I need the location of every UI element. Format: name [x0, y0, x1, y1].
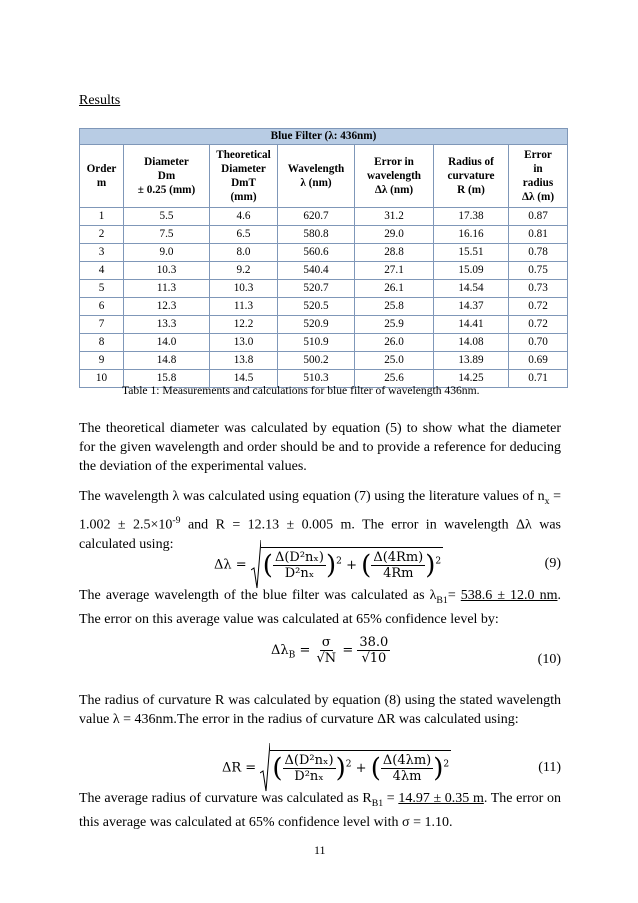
table-cell: 14.5 — [210, 370, 278, 388]
table-cell: 1 — [80, 208, 124, 226]
table-cell: 25.6 — [355, 370, 434, 388]
page-number: 11 — [314, 843, 326, 857]
table-row — [80, 226, 568, 244]
table-row — [80, 316, 568, 334]
table-cell: 0.70 — [509, 334, 568, 352]
table-cell: 7 — [80, 316, 124, 334]
table-cell: 10.3 — [124, 262, 210, 280]
equation-10-number: (10) — [537, 652, 561, 667]
table-cell: 0.73 — [509, 280, 568, 298]
table-cell: 13.3 — [124, 316, 210, 334]
table-cell: 11.3 — [124, 280, 210, 298]
table-cell: 12.3 — [124, 298, 210, 316]
column-header: Error in radius Δλ (m) — [509, 145, 568, 208]
table-row — [80, 244, 568, 262]
table-cell: 510.3 — [278, 370, 355, 388]
table-cell: 11.3 — [210, 298, 278, 316]
equation-11: ΔR = ( $\frac{\text{Δ(D²nₓ)}}{\text{D²nₓ}}$ )$^2$ + ( $\frac{\Delta(4\lambda m)}{4\lambda m}$ )$^2$ — [222, 743, 451, 793]
table-cell: 540.4 — [278, 262, 355, 280]
table-cell: 500.2 — [278, 352, 355, 370]
table-cell: 12.2 — [210, 316, 278, 334]
table-cell: 0.81 — [509, 226, 568, 244]
table-cell: 14.08 — [434, 334, 509, 352]
table-cell: 510.9 — [278, 334, 355, 352]
table-row — [80, 208, 568, 226]
table-cell: 6.5 — [210, 226, 278, 244]
table-cell: 15.51 — [434, 244, 509, 262]
table-row — [80, 352, 568, 370]
column-header: Diameter Dm ± 0.25 (mm) — [124, 145, 210, 208]
table-cell: 25.8 — [355, 298, 434, 316]
column-header: Order m — [80, 145, 124, 208]
table-cell: 15.09 — [434, 262, 509, 280]
results-heading: Results — [79, 93, 121, 108]
table-cell: 13.8 — [210, 352, 278, 370]
table-cell: 10 — [80, 370, 124, 388]
table-cell: 14.0 — [124, 334, 210, 352]
table-caption: Table 1: Measurements and calculations for blue filter of wavelength 436nm. — [122, 384, 480, 397]
table-cell: 26.1 — [355, 280, 434, 298]
table-cell: 520.9 — [278, 316, 355, 334]
table-cell: 0.72 — [509, 298, 568, 316]
paragraph-average-radius: The average radius of curvature was calculated as $R_{B1} = 14.97 \pm 0.35$ m. The error on this average was calculated at 65% confidence level with σ = 1.10. — [79, 791, 561, 830]
table-cell: 14.54 — [434, 280, 509, 298]
table-cell: 29.0 — [355, 226, 434, 244]
table-cell: 580.8 — [278, 226, 355, 244]
table-cell: 14.25 — [434, 370, 509, 388]
table-cell: 8 — [80, 334, 124, 352]
column-header: Wavelength λ (nm) — [278, 145, 355, 208]
table-cell: 17.38 — [434, 208, 509, 226]
equation-11-number: (11) — [538, 760, 561, 775]
table-cell: 3 — [80, 244, 124, 262]
table-row — [80, 262, 568, 280]
column-header: Radius of curvature R (m) — [434, 145, 509, 208]
table-cell: 13.0 — [210, 334, 278, 352]
table-cell: 25.0 — [355, 352, 434, 370]
table-cell: 5.5 — [124, 208, 210, 226]
paragraph-average-wavelength: The average wavelength of the blue filter was calculated as $\lambda_{B1}= 538.6 \pm 12.0$ nm. The error on this average value was calculated at 65% confidence level by: — [79, 588, 561, 627]
table-cell: 4 — [80, 262, 124, 280]
column-header: Error in wavelength Δλ (nm) — [355, 145, 434, 208]
table-title: Blue Filter (λ: 436nm) — [80, 129, 568, 145]
table-cell: 26.0 — [355, 334, 434, 352]
table-cell: 520.7 — [278, 280, 355, 298]
table-cell: 4.6 — [210, 208, 278, 226]
paragraph-theoretical-diameter: The theoretical diameter was calculated by equation (5) to show what the diameter for the given wavelength and order should be and to provide a reference for deducing the deviation of the experimental values. — [79, 421, 561, 475]
table-cell: 8.0 — [210, 244, 278, 262]
table-cell: 0.75 — [509, 262, 568, 280]
table-cell: 6 — [80, 298, 124, 316]
table-cell: 0.71 — [509, 370, 568, 388]
table-header-row — [80, 145, 568, 208]
table-cell: 15.8 — [124, 370, 210, 388]
paragraph-wavelength: The wavelength λ was calculated using equation (7) using the literature values of $n_x = 1.002 \pm 2.5\times 10^{-9}$ and R = 12.13 ± 0.005 m. The error in wavelength Δλ was calculated using: — [79, 489, 561, 552]
table-cell: 9 — [80, 352, 124, 370]
table-row — [80, 280, 568, 298]
table-cell: 28.8 — [355, 244, 434, 262]
table-cell: 9.2 — [210, 262, 278, 280]
table-cell: 13.89 — [434, 352, 509, 370]
table-cell: 2 — [80, 226, 124, 244]
table-row — [80, 334, 568, 352]
table-cell: 27.1 — [355, 262, 434, 280]
table-cell: 7.5 — [124, 226, 210, 244]
table-cell: 10.3 — [210, 280, 278, 298]
table-cell: 0.72 — [509, 316, 568, 334]
table-cell: 0.78 — [509, 244, 568, 262]
table-cell: 25.9 — [355, 316, 434, 334]
table-cell: 620.7 — [278, 208, 355, 226]
column-header: Theoretical Diameter DmT (mm) — [210, 145, 278, 208]
table-cell: 16.16 — [434, 226, 509, 244]
equation-9-number: (9) — [544, 556, 561, 571]
table-cell: 560.6 — [278, 244, 355, 262]
results-table — [79, 128, 568, 388]
sqrt-sign — [260, 743, 270, 793]
paragraph-radius-of-curvature: The radius of curvature R was calculated by equation (8) using the stated wavelength value λ = 436nm.The error in the radius of curvature ΔR was calculated using: — [79, 693, 561, 728]
sqrt-sign — [251, 540, 261, 590]
table-cell: 31.2 — [355, 208, 434, 226]
table-cell: 520.5 — [278, 298, 355, 316]
table-cell: 14.41 — [434, 316, 509, 334]
table-cell: 14.37 — [434, 298, 509, 316]
table-cell: 0.69 — [509, 352, 568, 370]
table-row — [80, 298, 568, 316]
equation-10: $\Delta\lambda_B$ = $\frac{\sigma}{√N}$ = $\frac{38.0}{√10}$ — [271, 635, 389, 666]
table-cell: 9.0 — [124, 244, 210, 262]
equation-9: Δλ = ( $\frac{\text{Δ(D²nₓ)}}{\text{D²nₓ}}$ )$^2$ + ( $\frac{\Delta(4Rm)}{4Rm}$ )$^2$ — [214, 540, 443, 590]
table-cell: 0.87 — [509, 208, 568, 226]
table-cell: 14.8 — [124, 352, 210, 370]
table-cell: 5 — [80, 280, 124, 298]
